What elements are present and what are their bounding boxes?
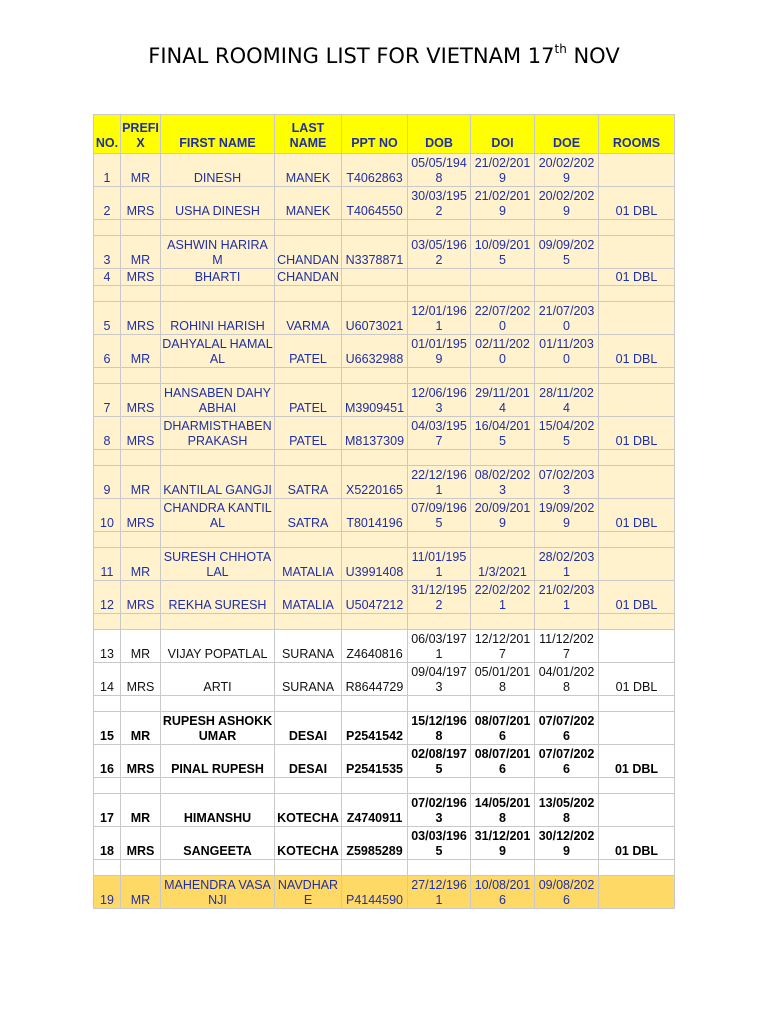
spacer-row bbox=[94, 614, 675, 630]
spacer-row bbox=[94, 778, 675, 794]
cell-ppt: R8644729 bbox=[342, 663, 408, 696]
spacer-cell bbox=[471, 286, 535, 302]
table-row bbox=[94, 630, 675, 663]
cell-last: SATRA bbox=[275, 466, 342, 499]
spacer-cell bbox=[599, 532, 675, 548]
table-row bbox=[94, 876, 675, 909]
spacer-cell bbox=[342, 696, 408, 712]
spacer-cell bbox=[94, 860, 121, 876]
spacer-cell bbox=[408, 614, 471, 630]
spacer-cell bbox=[121, 450, 161, 466]
spacer-cell bbox=[535, 532, 599, 548]
spacer-cell bbox=[471, 220, 535, 236]
cell-doi: 22/02/2021 bbox=[471, 581, 535, 614]
spacer-cell bbox=[121, 368, 161, 384]
cell-prefix: MR bbox=[121, 466, 161, 499]
table-row bbox=[94, 663, 675, 696]
table-row bbox=[94, 712, 675, 745]
header-rooms: ROOMS bbox=[599, 115, 675, 154]
spacer-cell bbox=[342, 860, 408, 876]
cell-last: MATALIA bbox=[275, 548, 342, 581]
spacer-cell bbox=[535, 368, 599, 384]
cell-dob: 05/05/1948 bbox=[408, 154, 471, 187]
cell-doe: 07/02/2033 bbox=[535, 466, 599, 499]
spacer-cell bbox=[408, 286, 471, 302]
cell-ppt: P2541542 bbox=[342, 712, 408, 745]
table-body bbox=[94, 154, 675, 909]
spacer-row bbox=[94, 450, 675, 466]
cell-doe: 20/02/2029 bbox=[535, 187, 599, 220]
header-first-name: FIRST NAME bbox=[161, 115, 275, 154]
cell-rooms: 01 DBL bbox=[599, 663, 675, 696]
spacer-cell bbox=[342, 450, 408, 466]
cell-doi: 21/02/2019 bbox=[471, 154, 535, 187]
spacer-cell bbox=[471, 532, 535, 548]
cell-no: 13 bbox=[94, 630, 121, 663]
spacer-cell bbox=[535, 696, 599, 712]
cell-doi: 1/3/2021 bbox=[471, 548, 535, 581]
cell-doi: 08/02/2023 bbox=[471, 466, 535, 499]
cell-dob: 04/03/1957 bbox=[408, 417, 471, 450]
spacer-cell bbox=[275, 368, 342, 384]
table-row bbox=[94, 384, 675, 417]
cell-first: SURESH CHHOTALAL bbox=[161, 548, 275, 581]
table-row bbox=[94, 794, 675, 827]
cell-last: MATALIA bbox=[275, 581, 342, 614]
spacer-cell bbox=[121, 696, 161, 712]
cell-last: KOTECHA bbox=[275, 794, 342, 827]
spacer-cell bbox=[408, 450, 471, 466]
cell-prefix: MR bbox=[121, 712, 161, 745]
cell-last: SATRA bbox=[275, 499, 342, 532]
spacer-cell bbox=[94, 220, 121, 236]
cell-prefix: MR bbox=[121, 335, 161, 368]
spacer-cell bbox=[275, 860, 342, 876]
cell-no: 5 bbox=[94, 302, 121, 335]
cell-no: 11 bbox=[94, 548, 121, 581]
spacer-row bbox=[94, 860, 675, 876]
cell-first: HIMANSHU bbox=[161, 794, 275, 827]
spacer-cell bbox=[599, 778, 675, 794]
cell-doe: 28/02/2031 bbox=[535, 548, 599, 581]
title-superscript: th bbox=[554, 42, 567, 56]
spacer-row bbox=[94, 368, 675, 384]
spacer-cell bbox=[121, 614, 161, 630]
cell-prefix: MRS bbox=[121, 581, 161, 614]
cell-dob bbox=[408, 269, 471, 286]
cell-doe: 07/07/2026 bbox=[535, 745, 599, 778]
cell-last: DESAI bbox=[275, 745, 342, 778]
cell-prefix: MR bbox=[121, 548, 161, 581]
cell-prefix: MRS bbox=[121, 663, 161, 696]
spacer-cell bbox=[471, 368, 535, 384]
cell-ppt: P2541535 bbox=[342, 745, 408, 778]
cell-first: VIJAY POPATLAL bbox=[161, 630, 275, 663]
table-row bbox=[94, 466, 675, 499]
cell-dob: 12/06/1963 bbox=[408, 384, 471, 417]
cell-last: PATEL bbox=[275, 417, 342, 450]
spacer-cell bbox=[275, 696, 342, 712]
cell-prefix: MR bbox=[121, 236, 161, 269]
cell-ppt: P4144590 bbox=[342, 876, 408, 909]
cell-rooms: 01 DBL bbox=[599, 745, 675, 778]
cell-dob: 30/03/1952 bbox=[408, 187, 471, 220]
cell-rooms: 01 DBL bbox=[599, 581, 675, 614]
cell-doe: 21/07/2030 bbox=[535, 302, 599, 335]
spacer-cell bbox=[599, 860, 675, 876]
cell-last: PATEL bbox=[275, 335, 342, 368]
cell-ppt: U3991408 bbox=[342, 548, 408, 581]
page-title bbox=[0, 44, 768, 68]
cell-no: 17 bbox=[94, 794, 121, 827]
table-row bbox=[94, 745, 675, 778]
rooming-table bbox=[93, 114, 675, 909]
table-row bbox=[94, 269, 675, 286]
cell-doi: 21/02/2019 bbox=[471, 187, 535, 220]
cell-doe: 09/09/2025 bbox=[535, 236, 599, 269]
cell-ppt: U6073021 bbox=[342, 302, 408, 335]
spacer-cell bbox=[342, 532, 408, 548]
cell-rooms bbox=[599, 384, 675, 417]
spacer-cell bbox=[471, 860, 535, 876]
cell-first: CHANDRA KANTILAL bbox=[161, 499, 275, 532]
cell-dob: 07/02/1963 bbox=[408, 794, 471, 827]
cell-prefix: MR bbox=[121, 154, 161, 187]
spacer-row bbox=[94, 696, 675, 712]
cell-ppt: T8014196 bbox=[342, 499, 408, 532]
cell-dob: 12/01/1961 bbox=[408, 302, 471, 335]
spacer-cell bbox=[275, 614, 342, 630]
cell-last: VARMA bbox=[275, 302, 342, 335]
spacer-cell bbox=[161, 368, 275, 384]
spacer-cell bbox=[275, 220, 342, 236]
cell-dob: 09/04/1973 bbox=[408, 663, 471, 696]
cell-doe: 30/12/2029 bbox=[535, 827, 599, 860]
cell-last: SURANA bbox=[275, 663, 342, 696]
cell-doe: 13/05/2028 bbox=[535, 794, 599, 827]
cell-dob: 31/12/1952 bbox=[408, 581, 471, 614]
cell-rooms: 01 DBL bbox=[599, 187, 675, 220]
cell-ppt: U5047212 bbox=[342, 581, 408, 614]
cell-dob: 15/12/1968 bbox=[408, 712, 471, 745]
spacer-cell bbox=[599, 450, 675, 466]
table-row bbox=[94, 827, 675, 860]
cell-rooms bbox=[599, 548, 675, 581]
cell-first: ASHWIN HARIRAM bbox=[161, 236, 275, 269]
cell-first: RUPESH ASHOKKUMAR bbox=[161, 712, 275, 745]
spacer-cell bbox=[161, 778, 275, 794]
cell-prefix: MRS bbox=[121, 417, 161, 450]
cell-doi: 12/12/2017 bbox=[471, 630, 535, 663]
cell-rooms bbox=[599, 236, 675, 269]
cell-doe: 15/04/2025 bbox=[535, 417, 599, 450]
cell-first: ARTI bbox=[161, 663, 275, 696]
cell-first: DAHYALAL HAMALAL bbox=[161, 335, 275, 368]
cell-prefix: MRS bbox=[121, 269, 161, 286]
cell-doi: 10/08/2016 bbox=[471, 876, 535, 909]
table-row bbox=[94, 187, 675, 220]
cell-no: 3 bbox=[94, 236, 121, 269]
cell-last: NAVDHARE bbox=[275, 876, 342, 909]
cell-first: USHA DINESH bbox=[161, 187, 275, 220]
cell-doi: 31/12/2019 bbox=[471, 827, 535, 860]
spacer-cell bbox=[471, 450, 535, 466]
table-row bbox=[94, 417, 675, 450]
cell-no: 16 bbox=[94, 745, 121, 778]
spacer-cell bbox=[342, 778, 408, 794]
spacer-cell bbox=[121, 532, 161, 548]
spacer-cell bbox=[121, 220, 161, 236]
cell-prefix: MRS bbox=[121, 384, 161, 417]
spacer-cell bbox=[342, 614, 408, 630]
cell-doi: 16/04/2015 bbox=[471, 417, 535, 450]
spacer-cell bbox=[275, 450, 342, 466]
cell-doe: 09/08/2026 bbox=[535, 876, 599, 909]
spacer-cell bbox=[342, 368, 408, 384]
cell-rooms bbox=[599, 712, 675, 745]
cell-last: CHANDAN bbox=[275, 236, 342, 269]
cell-dob: 07/09/1965 bbox=[408, 499, 471, 532]
spacer-cell bbox=[408, 696, 471, 712]
cell-ppt: Z4740911 bbox=[342, 794, 408, 827]
spacer-cell bbox=[535, 286, 599, 302]
header-dob: DOB bbox=[408, 115, 471, 154]
cell-doe: 28/11/2024 bbox=[535, 384, 599, 417]
cell-ppt: U6632988 bbox=[342, 335, 408, 368]
spacer-cell bbox=[408, 532, 471, 548]
cell-doi: 10/09/2015 bbox=[471, 236, 535, 269]
cell-doe: 19/09/2029 bbox=[535, 499, 599, 532]
cell-ppt: Z4640816 bbox=[342, 630, 408, 663]
cell-last: MANEK bbox=[275, 187, 342, 220]
spacer-cell bbox=[535, 220, 599, 236]
cell-prefix: MR bbox=[121, 630, 161, 663]
spacer-cell bbox=[121, 286, 161, 302]
spacer-cell bbox=[94, 532, 121, 548]
cell-last: PATEL bbox=[275, 384, 342, 417]
cell-doi: 05/01/2018 bbox=[471, 663, 535, 696]
cell-first: PINAL RUPESH bbox=[161, 745, 275, 778]
cell-ppt: T4062863 bbox=[342, 154, 408, 187]
spacer-cell bbox=[599, 220, 675, 236]
cell-ppt: M8137309 bbox=[342, 417, 408, 450]
spacer-cell bbox=[471, 778, 535, 794]
table-row bbox=[94, 236, 675, 269]
cell-last: SURANA bbox=[275, 630, 342, 663]
spacer-cell bbox=[275, 532, 342, 548]
cell-no: 14 bbox=[94, 663, 121, 696]
spacer-cell bbox=[408, 860, 471, 876]
cell-rooms bbox=[599, 302, 675, 335]
cell-rooms: 01 DBL bbox=[599, 827, 675, 860]
cell-rooms bbox=[599, 154, 675, 187]
cell-prefix: MRS bbox=[121, 499, 161, 532]
cell-doi: 02/11/2020 bbox=[471, 335, 535, 368]
cell-no: 9 bbox=[94, 466, 121, 499]
cell-no: 6 bbox=[94, 335, 121, 368]
cell-doe: 04/01/2028 bbox=[535, 663, 599, 696]
spacer-row bbox=[94, 286, 675, 302]
spacer-cell bbox=[161, 860, 275, 876]
cell-no: 19 bbox=[94, 876, 121, 909]
cell-first: KANTILAL GANGJI bbox=[161, 466, 275, 499]
cell-ppt: Z5985289 bbox=[342, 827, 408, 860]
cell-dob: 01/01/1959 bbox=[408, 335, 471, 368]
cell-rooms: 01 DBL bbox=[599, 269, 675, 286]
header-doe: DOE bbox=[535, 115, 599, 154]
spacer-cell bbox=[94, 614, 121, 630]
cell-dob: 27/12/1961 bbox=[408, 876, 471, 909]
table-row bbox=[94, 335, 675, 368]
spacer-cell bbox=[599, 368, 675, 384]
spacer-cell bbox=[535, 450, 599, 466]
spacer-row bbox=[94, 220, 675, 236]
spacer-cell bbox=[408, 368, 471, 384]
cell-doi: 29/11/2014 bbox=[471, 384, 535, 417]
cell-no: 1 bbox=[94, 154, 121, 187]
cell-last: CHANDAN bbox=[275, 269, 342, 286]
cell-first: DINESH bbox=[161, 154, 275, 187]
cell-ppt bbox=[342, 269, 408, 286]
cell-ppt: X5220165 bbox=[342, 466, 408, 499]
spacer-cell bbox=[535, 614, 599, 630]
cell-first: ROHINI HARISH bbox=[161, 302, 275, 335]
spacer-cell bbox=[161, 532, 275, 548]
cell-doi: 22/07/2020 bbox=[471, 302, 535, 335]
title-text: FINAL ROOMING LIST FOR VIETNAM 17 bbox=[148, 44, 555, 68]
cell-dob: 03/05/1962 bbox=[408, 236, 471, 269]
cell-no: 2 bbox=[94, 187, 121, 220]
spacer-cell bbox=[342, 220, 408, 236]
cell-doe: 01/11/2030 bbox=[535, 335, 599, 368]
cell-first: DHARMISTHABEN PRAKASH bbox=[161, 417, 275, 450]
cell-no: 8 bbox=[94, 417, 121, 450]
spacer-cell bbox=[408, 220, 471, 236]
cell-no: 12 bbox=[94, 581, 121, 614]
spacer-cell bbox=[161, 696, 275, 712]
spacer-cell bbox=[161, 220, 275, 236]
cell-prefix: MRS bbox=[121, 302, 161, 335]
cell-last: MANEK bbox=[275, 154, 342, 187]
cell-no: 18 bbox=[94, 827, 121, 860]
cell-rooms bbox=[599, 876, 675, 909]
cell-doi: 08/07/2016 bbox=[471, 712, 535, 745]
cell-ppt: M3909451 bbox=[342, 384, 408, 417]
table-row bbox=[94, 499, 675, 532]
cell-doe: 07/07/2026 bbox=[535, 712, 599, 745]
spacer-cell bbox=[94, 450, 121, 466]
cell-doi: 08/07/2016 bbox=[471, 745, 535, 778]
cell-dob: 03/03/1965 bbox=[408, 827, 471, 860]
cell-rooms bbox=[599, 794, 675, 827]
header-prefix: PREFIX bbox=[121, 115, 161, 154]
cell-first: HANSABEN DAHYABHAI bbox=[161, 384, 275, 417]
cell-rooms: 01 DBL bbox=[599, 499, 675, 532]
spacer-cell bbox=[599, 614, 675, 630]
cell-no: 10 bbox=[94, 499, 121, 532]
cell-ppt: T4064550 bbox=[342, 187, 408, 220]
cell-first: REKHA SURESH bbox=[161, 581, 275, 614]
table-row bbox=[94, 548, 675, 581]
cell-prefix: MRS bbox=[121, 187, 161, 220]
cell-rooms: 01 DBL bbox=[599, 417, 675, 450]
spacer-cell bbox=[342, 286, 408, 302]
spacer-cell bbox=[599, 286, 675, 302]
spacer-cell bbox=[275, 778, 342, 794]
spacer-cell bbox=[94, 696, 121, 712]
spacer-cell bbox=[408, 778, 471, 794]
title-suffix: NOV bbox=[566, 44, 620, 68]
spacer-cell bbox=[535, 860, 599, 876]
spacer-cell bbox=[121, 778, 161, 794]
table-row bbox=[94, 154, 675, 187]
spacer-cell bbox=[471, 696, 535, 712]
header-ppt-no: PPT NO bbox=[342, 115, 408, 154]
cell-no: 15 bbox=[94, 712, 121, 745]
table-row bbox=[94, 302, 675, 335]
spacer-cell bbox=[161, 450, 275, 466]
cell-ppt: N3378871 bbox=[342, 236, 408, 269]
cell-dob: 22/12/1961 bbox=[408, 466, 471, 499]
cell-rooms bbox=[599, 630, 675, 663]
cell-rooms bbox=[599, 466, 675, 499]
header-row bbox=[94, 115, 675, 154]
spacer-cell bbox=[94, 286, 121, 302]
cell-prefix: MRS bbox=[121, 745, 161, 778]
cell-dob: 06/03/1971 bbox=[408, 630, 471, 663]
cell-prefix: MR bbox=[121, 794, 161, 827]
cell-doe: 11/12/2027 bbox=[535, 630, 599, 663]
spacer-cell bbox=[275, 286, 342, 302]
spacer-cell bbox=[599, 696, 675, 712]
cell-no: 7 bbox=[94, 384, 121, 417]
cell-rooms: 01 DBL bbox=[599, 335, 675, 368]
cell-dob: 11/01/1951 bbox=[408, 548, 471, 581]
header-last-name: LAST NAME bbox=[275, 115, 342, 154]
cell-doe bbox=[535, 269, 599, 286]
spacer-row bbox=[94, 532, 675, 548]
cell-first: SANGEETA bbox=[161, 827, 275, 860]
cell-doi bbox=[471, 269, 535, 286]
cell-no: 4 bbox=[94, 269, 121, 286]
cell-prefix: MR bbox=[121, 876, 161, 909]
spacer-cell bbox=[161, 614, 275, 630]
spacer-cell bbox=[94, 778, 121, 794]
spacer-cell bbox=[535, 778, 599, 794]
cell-first: MAHENDRA VASANJI bbox=[161, 876, 275, 909]
spacer-cell bbox=[94, 368, 121, 384]
cell-doe: 20/02/2029 bbox=[535, 154, 599, 187]
spacer-cell bbox=[121, 860, 161, 876]
table-row bbox=[94, 581, 675, 614]
spacer-cell bbox=[471, 614, 535, 630]
spacer-cell bbox=[161, 286, 275, 302]
cell-last: DESAI bbox=[275, 712, 342, 745]
cell-first: BHARTI bbox=[161, 269, 275, 286]
cell-doi: 20/09/2019 bbox=[471, 499, 535, 532]
cell-doi: 14/05/2018 bbox=[471, 794, 535, 827]
cell-prefix: MRS bbox=[121, 827, 161, 860]
header-doi: DOI bbox=[471, 115, 535, 154]
cell-last: KOTECHA bbox=[275, 827, 342, 860]
cell-doe: 21/02/2031 bbox=[535, 581, 599, 614]
header-no: NO. bbox=[94, 115, 121, 154]
cell-dob: 02/08/1975 bbox=[408, 745, 471, 778]
